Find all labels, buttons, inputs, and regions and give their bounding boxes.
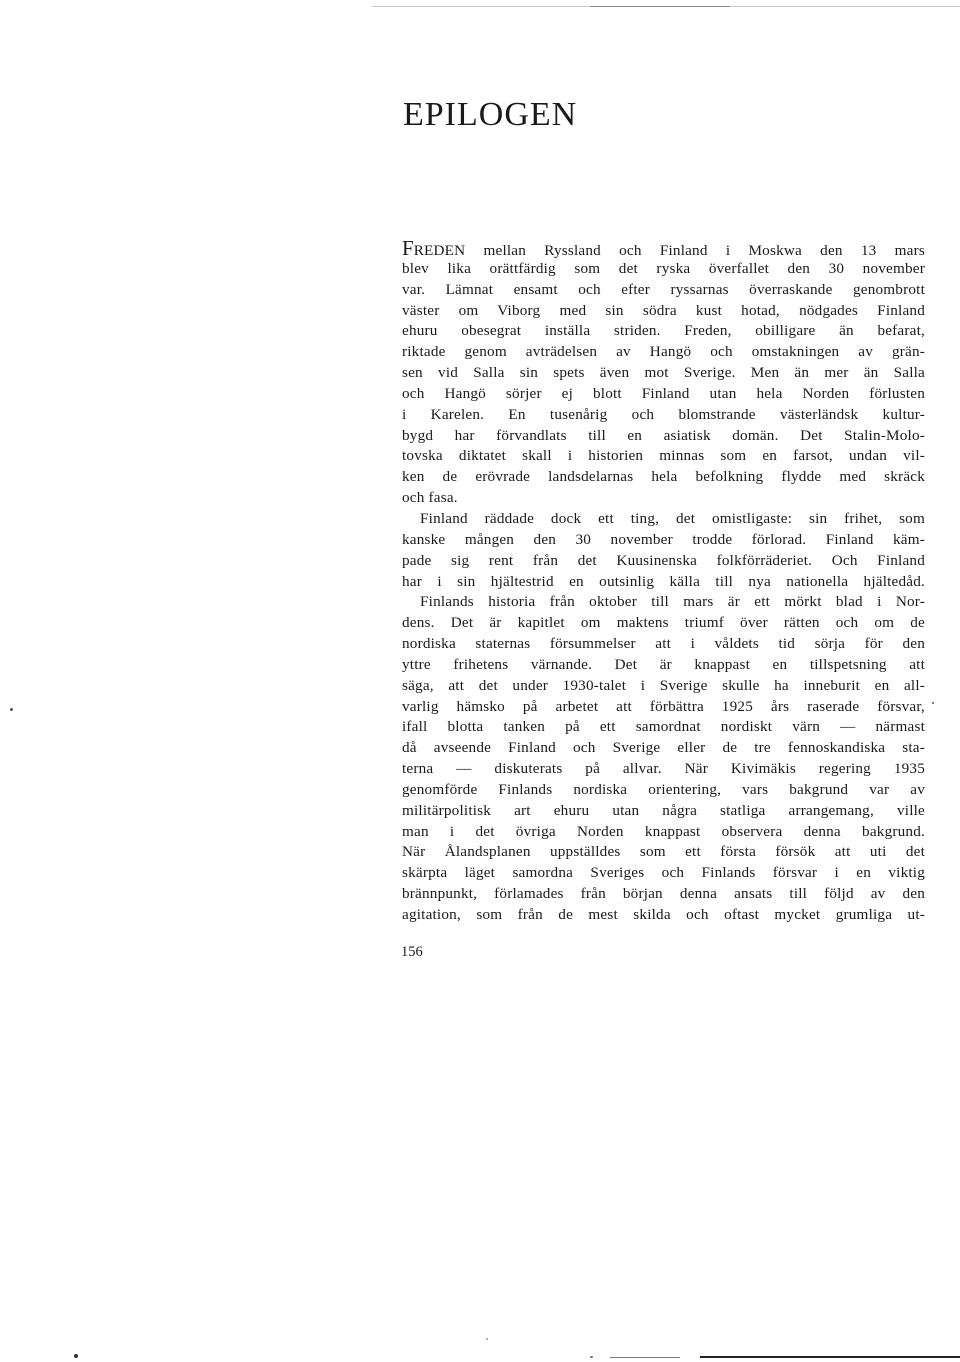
text-line: pade sig rent från det Kuusinenska folkförräderiet. Och Finland <box>402 551 925 569</box>
text-line: varlig hämsko på arbetet att förbättra 1925 års raserade försvar, <box>402 697 925 715</box>
scan-speck <box>10 708 13 711</box>
text-line: När Ålandsplanen uppställdes som ett första försök att uti det <box>402 843 925 861</box>
text-line: genomförde Finlands nordiska orientering, vars bakgrund var av <box>402 780 925 798</box>
chapter-title: EPILOGEN <box>403 96 578 133</box>
body-text <box>402 238 925 926</box>
text-line: säga, att det under 1930-talet i Sverige skulle ha inneburit en all- <box>402 676 925 694</box>
text-line: brännpunkt, förlamades från början denna ansats till följd av den <box>402 885 925 903</box>
text-line: terna — diskuterats på allvar. När Kivimäkis regering 1935 <box>402 760 925 778</box>
scan-speck <box>486 1338 488 1340</box>
text-line: sen vid Salla sin spets även mot Sverige. Men än mer än Salla <box>402 364 925 382</box>
text-line: bygd har förvandlats till en asiatisk domän. Det Stalin-Molo- <box>402 426 925 444</box>
scan-edge-line <box>610 1357 680 1358</box>
text-line: Finland räddade dock ett ting, det omistligaste: sin frihet, som <box>420 509 925 527</box>
text-line: i Karelen. En tusenårig och blomstrande västerländsk kultur- <box>402 405 925 423</box>
text-line: dens. Det är kapitlet om maktens triumf över rätten och om de <box>402 614 925 632</box>
scan-speck <box>74 1354 78 1358</box>
text-line: och Hangö sörjer ej blott Finland utan hela Norden förlusten <box>402 384 925 402</box>
text-line: FREDEN mellan Ryssland och Finland i Moskwa den 13 mars <box>402 238 925 259</box>
text-line: man i det övriga Norden knappast observera denna bakgrund. <box>402 822 925 840</box>
text-line: yttre frihetens värnande. Det är knappast en tillspetsning att <box>402 655 925 673</box>
text-line: blev lika orättfärdig som det ryska överfallet den 30 november <box>402 259 925 277</box>
text-line: riktade genom avträdelsen av Hangö och omstakningen av grän- <box>402 343 925 361</box>
text-line: tovska diktatet skall i historien minnas som en farsot, undan vil- <box>402 447 925 465</box>
text-line: nordiska staternas försummelser att i våldets tid sörja för den <box>402 635 925 653</box>
text-line: kanske mången den 30 november trodde förlorad. Finland käm- <box>402 530 925 548</box>
text-line: agitation, som från de mest skilda och oftast mycket grumliga ut- <box>402 906 925 923</box>
text-line: skärpta läget samordna Sveriges och Finlands försvar i en viktig <box>402 864 925 882</box>
scan-edge-mark <box>590 6 730 7</box>
text-line: ifall blotta tanken på ett samordnat nordiskt värn — närmast <box>402 718 925 736</box>
scan-speck <box>590 1356 593 1358</box>
scan-edge-bar <box>700 1356 960 1358</box>
text-line: och fasa. <box>402 489 458 507</box>
text-line: väster om Viborg med sin södra kust hotad, nödgades Finland <box>402 301 925 319</box>
text-line: då avseende Finland och Sverige eller de tre fennoskandiska sta- <box>402 739 925 757</box>
text-line: ken de erövrade landsdelarnas hela befolkning flydde med skräck <box>402 468 925 486</box>
text-line: militärpolitisk art ehuru utan några statliga arrangemang, ville <box>402 801 925 819</box>
drop-cap: F <box>402 238 414 259</box>
scan-speck <box>932 702 934 704</box>
text-line: Finlands historia från oktober till mars är ett mörkt blad i Nor- <box>420 593 925 611</box>
text-line: har i sin hjältestrid en outsinlig källa till nya nationella hjältedåd. <box>402 572 925 590</box>
text-line: var. Lämnat ensamt och efter ryssarnas överraskande genombrott <box>402 280 925 298</box>
text-line: ehuru obesegrat inställa striden. Freden, obilligare än befarat, <box>402 322 925 340</box>
page-number: 156 <box>401 944 423 960</box>
